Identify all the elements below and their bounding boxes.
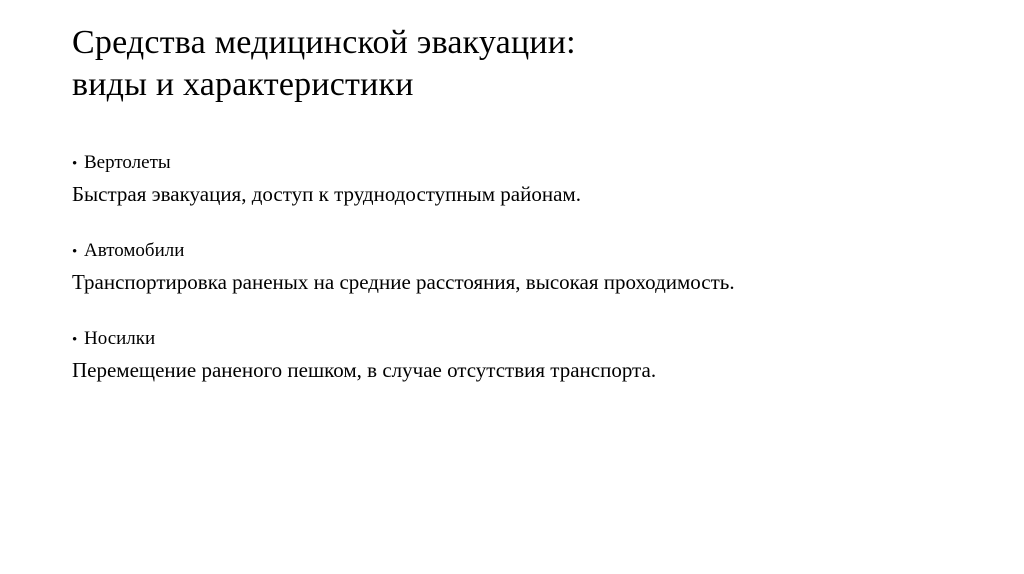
bullet-item-detail: Быстрая эвакуация, доступ к труднодоступным районам. [72,182,581,206]
bullet-item [72,236,912,267]
bullet-marker-icon: • [72,332,78,348]
bullet-item-label: Носилки [84,328,156,349]
bullet-item [72,148,912,179]
bullet-marker-icon: • [72,156,78,172]
bullet-item-detail: Перемещение раненого пешком, в случае отсутствия транспорта. [72,358,657,382]
bullet-item-label: Вертолеты [84,152,171,173]
page-title-line-1: Средства медицинской эвакуации: [72,24,576,61]
bullet-marker-icon: • [72,244,78,260]
bullet-item-detail: Транспортировка раненых на средние расстояния, высокая проходимость. [72,270,735,294]
content-group [72,324,912,386]
page-title [72,22,952,106]
bullet-item [72,324,912,355]
content-group [72,148,912,210]
content-body [72,148,912,386]
page-title-line-2: виды и характеристики [72,66,414,103]
content-group [72,236,912,298]
bullet-item-label: Автомобили [84,240,185,261]
